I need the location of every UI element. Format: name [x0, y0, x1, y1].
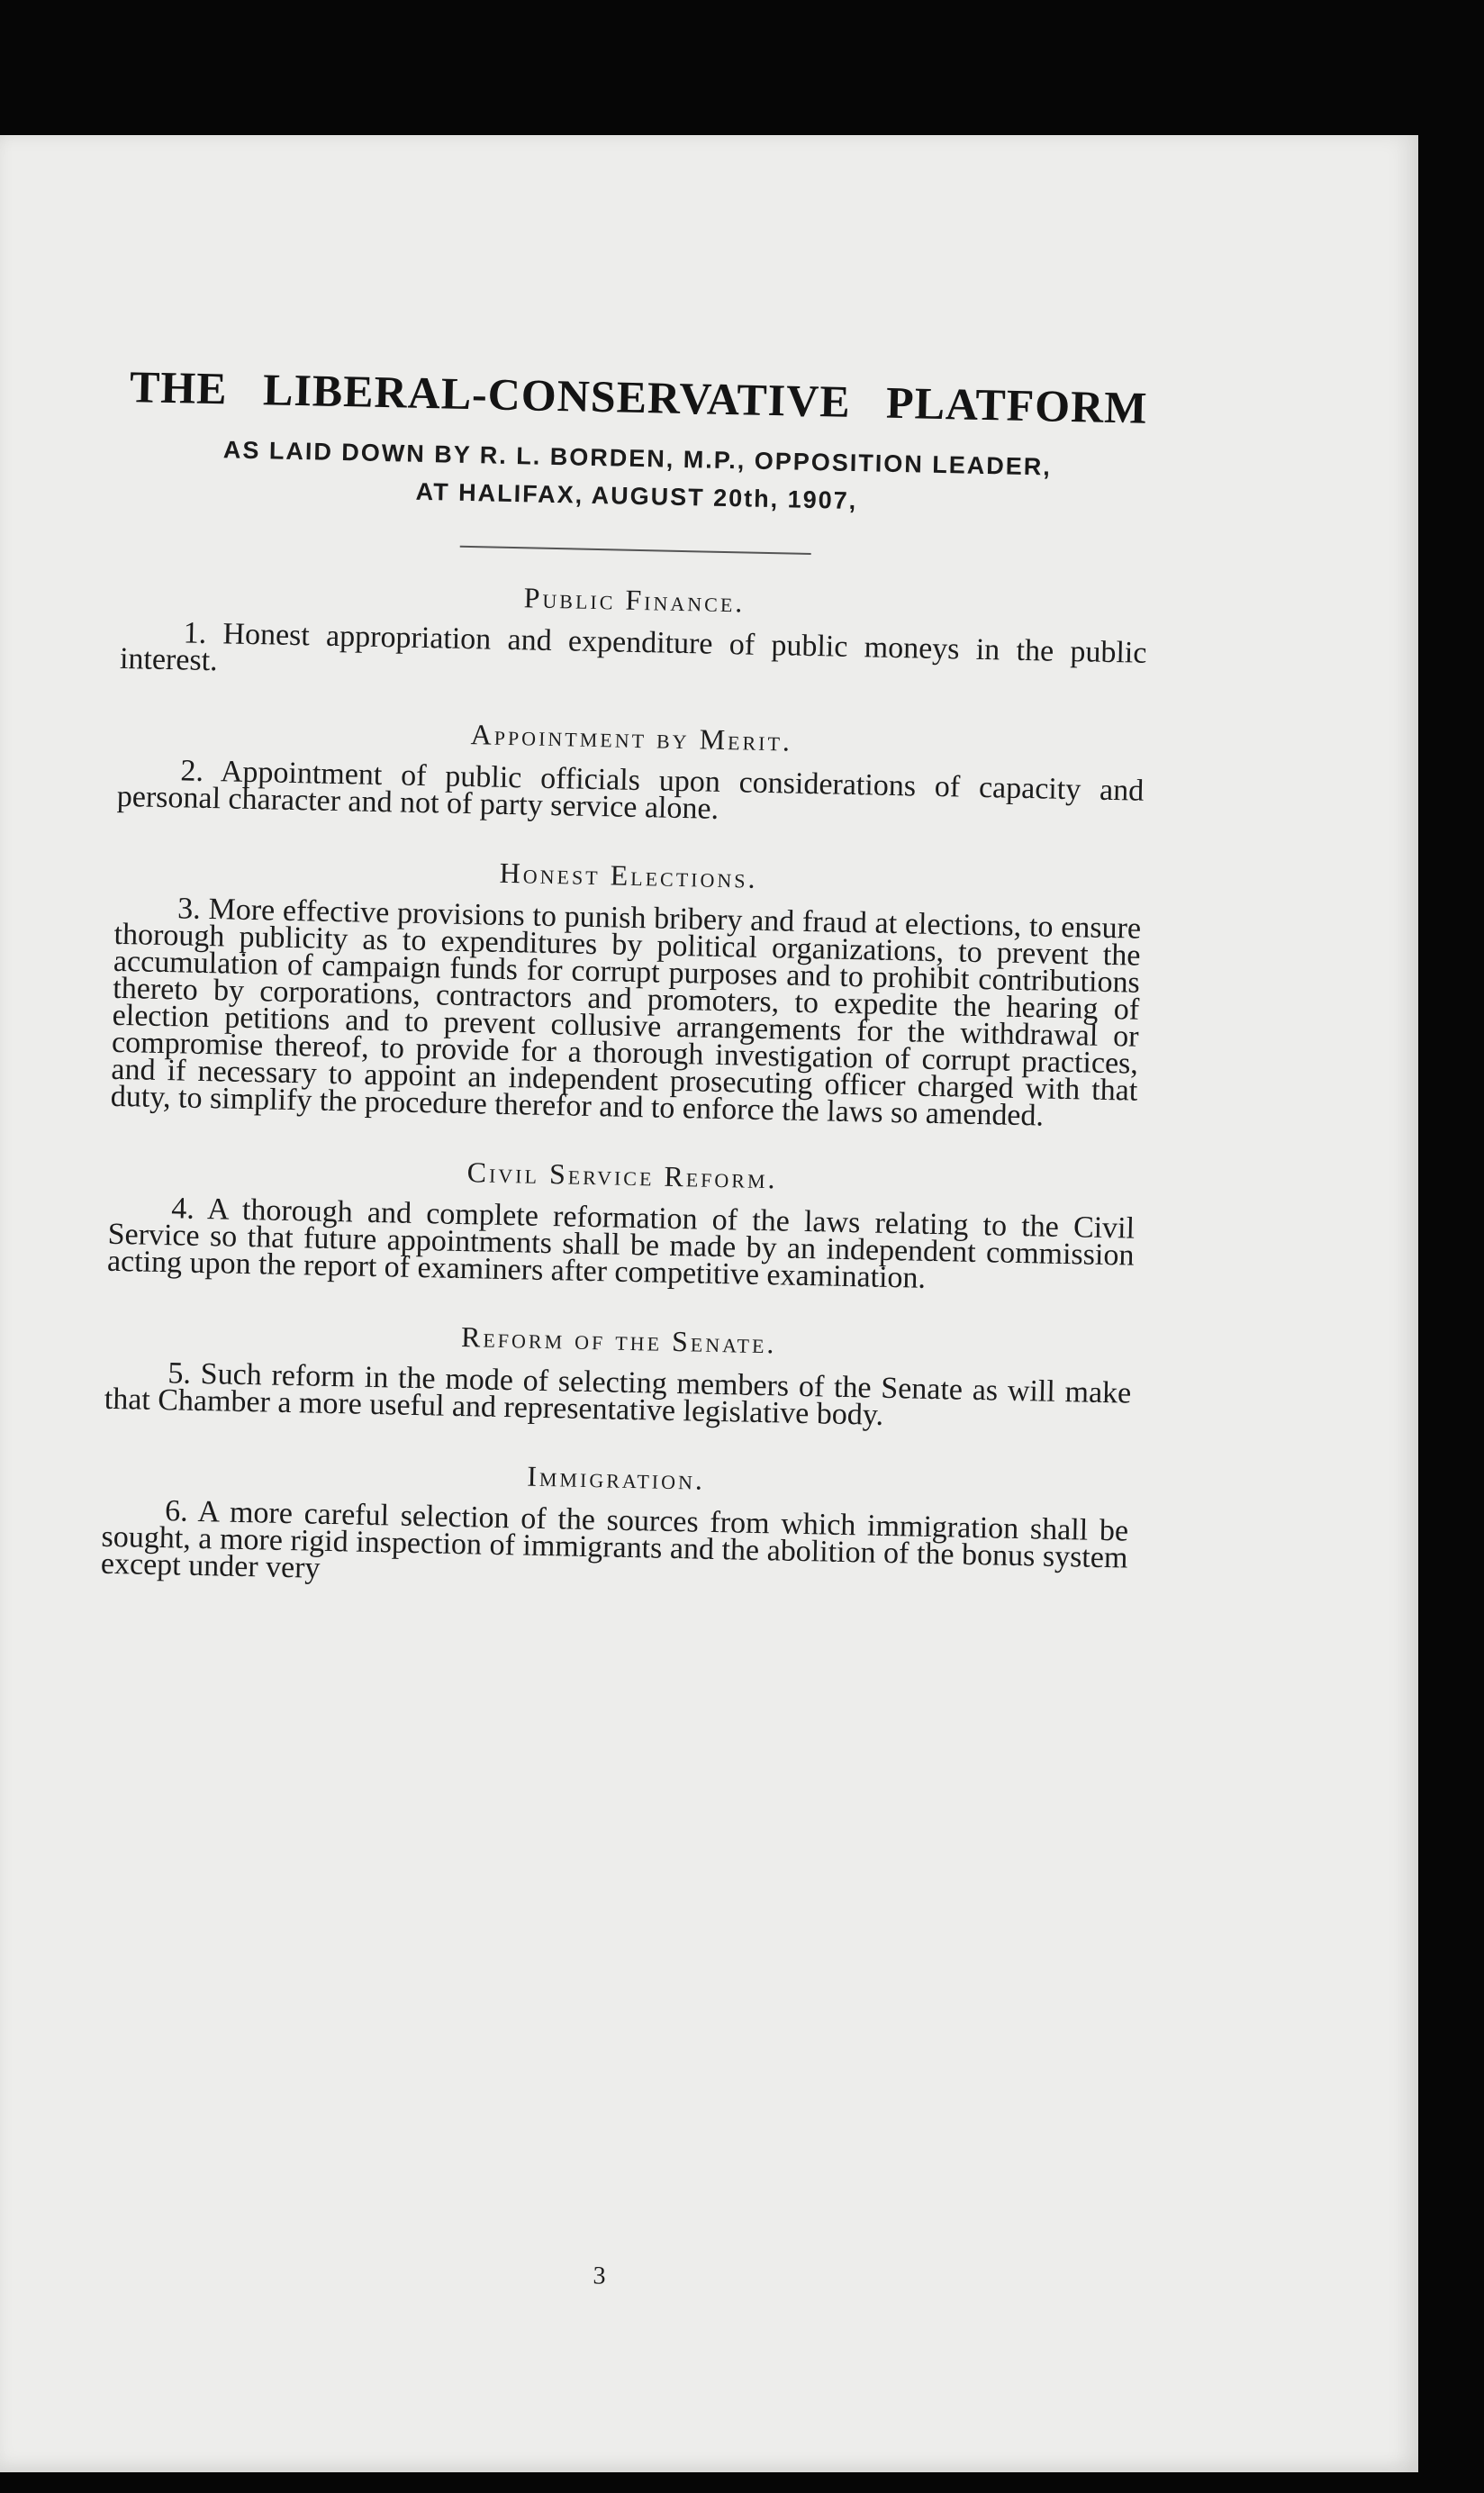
section-text-reform-of-senate: 5. Such reform in the mode of selecting members of the Senate as will make that Chamber a more useful and representative legislative body.: [104, 1356, 1132, 1432]
document-title: THE LIBERAL-CONSERVATIVE PLATFORM: [129, 361, 1149, 433]
title-divider: [460, 546, 811, 555]
section-heading-honest-elections: Honest Elections.: [499, 856, 758, 894]
page-body: [100, 360, 1153, 2290]
section-heading-immigration: Immigration.: [526, 1459, 706, 1496]
section-heading-public-finance: Public Finance.: [523, 581, 746, 619]
section-text-honest-elections: 3. More effective provisions to punish bribery and fraud at elections, to ensure thorough publicity as to expenditures by political organizations, to prevent the accumulation of campaign funds for corrupt purposes and to prohibit contributions thereto by corporations, contractors and promoters, to expedite the hearing of election petitions and to prevent collusive arrangements for the withdrawal or compromise thereof, to provide for a thorough investigation of corrupt practices, and if necessary to appoint an independent prosecuting officer charged with that duty, to simplify the procedure therefor and to enforce the laws so amended.: [110, 892, 1142, 1133]
section-heading-civil-service-reform: Civil Service Reform.: [466, 1156, 778, 1195]
section-heading-appointment-by-merit: Appointment by Merit.: [470, 718, 793, 757]
subtitle-line-1: AS LAID DOWN BY R. L. BORDEN, M.P., OPPOSITION LEADER,: [222, 436, 1053, 481]
document-subtitle: [123, 429, 1152, 526]
section-text-immigration: 6. A more careful selection of the sources from which immigration shall be sought, a more rigid inspection of immigrants and the abolition of the bonus system except under very: [100, 1494, 1129, 1585]
subtitle-line-2: AT HALIFAX, AUGUST 20th, 1907,: [415, 477, 858, 515]
document-page: [0, 135, 1418, 2472]
section-heading-reform-of-senate: Reform of the Senate.: [460, 1320, 777, 1360]
section-text-civil-service-reform: 4. A thorough and complete reformation of the laws relating to the Civil Service so that future appointments shall be made by an independent commission acting upon the report of examiners after competitive examination.: [106, 1192, 1136, 1295]
section-text-appointment-by-merit: 2. Appointment of public officials upon considerations of capacity and personal character and not of party service alone.: [116, 754, 1145, 826]
page-number: 3: [593, 2262, 606, 2290]
section-text-public-finance: 1. Honest appropriation and expenditure of public moneys in the public interest.: [119, 616, 1147, 678]
